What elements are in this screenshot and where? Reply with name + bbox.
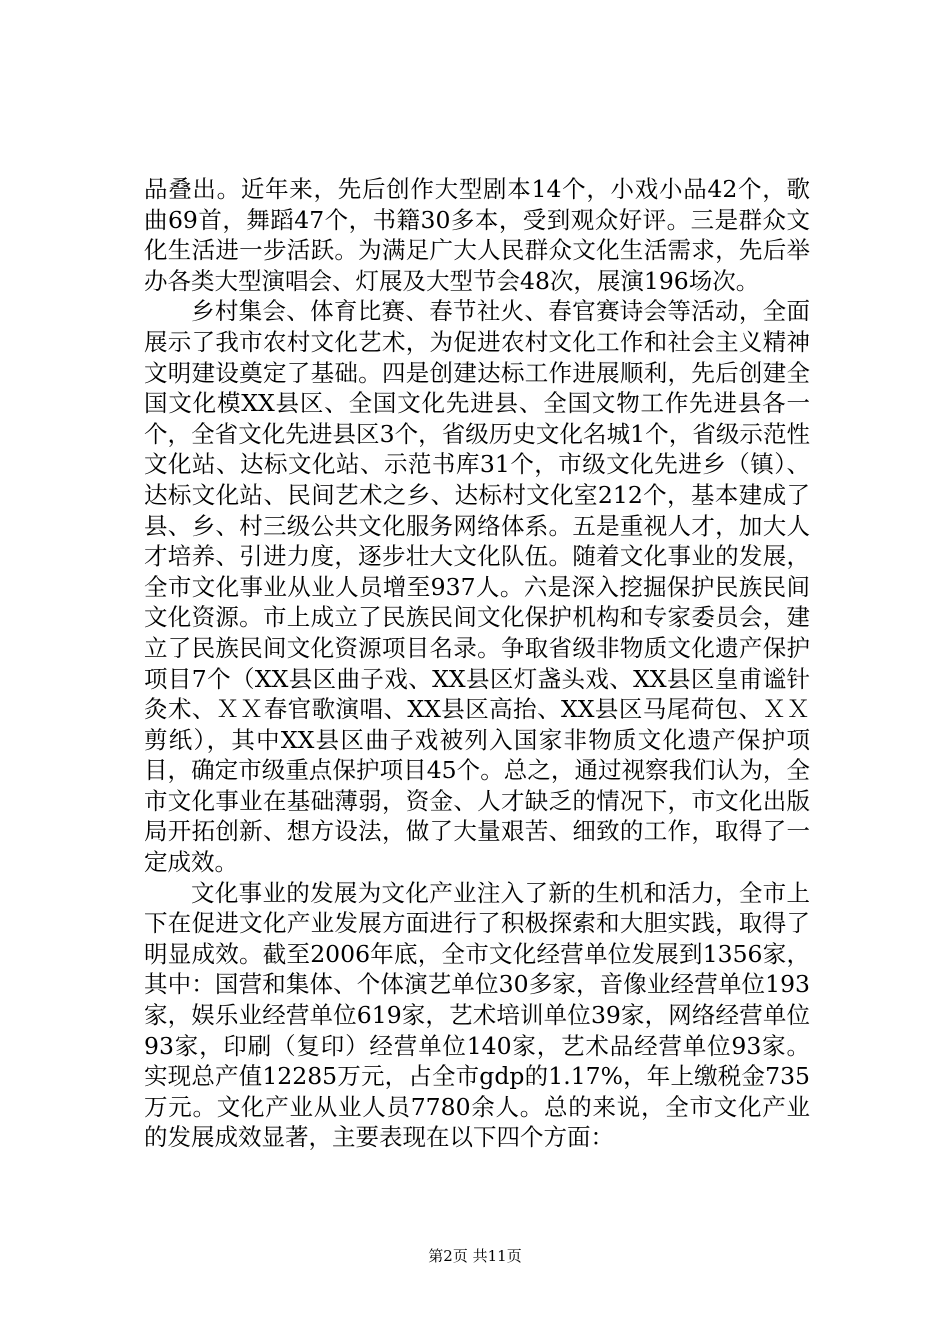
paragraph-3: 文化事业的发展为文化产业注入了新的生机和活力，全市上下在促进文化产业发展方面进行了积极探索和大胆实践，取得了明显成效。截至2006年底，全市文化经营单位发展到1356家，其中：国营和集体、个体演艺单位30多家，音像业经营单位193家，娱乐业经营单位619家，艺术培训单位39家，网络经营单位93家，印刷（复印）经营单位140家，艺术品经营单位93家。实现总产值12285万元，占全市gdp的1.17%，年上缴税金735万元。文化产业从业人员7780余人。总的来说，全市文化产业的发展成效显著，主要表现在以下四个方面： <box>144 878 810 1152</box>
paragraph-1: 品叠出。近年来，先后创作大型剧本14个，小戏小品42个，歌曲69首，舞蹈47个，书籍30多本，受到观众好评。三是群众文化生活进一步活跃。为满足广大人民群众文化生活需求，先后举办各类大型演唱会、灯展及大型节会48次，展演196场次。 <box>144 175 810 295</box>
page-footer: 第2页 共11页 <box>428 1247 522 1265</box>
body-text <box>144 174 810 1153</box>
paragraph-2: 乡村集会、体育比赛、春节社火、春官赛诗会等活动，全面展示了我市农村文化艺术，为促进农村文化工作和社会主义精神文明建设奠定了基础。四是创建达标工作进展顺利，先后创建全国文化模XX县区、全国文化先进县、全国文物工作先进县各一个，全省文化先进县区3个，省级历史文化名城1个，省级示范性文化站、达标文化站、示范书库31个，市级文化先进乡（镇）、达标文化站、民间艺术之乡、达标村文化室212个，基本建成了县、乡、村三级公共文化服务网络体系。五是重视人才，加大人才培养、引进力度，逐步壮大文化队伍。随着文化事业的发展，全市文化事业从业人员增至937人。六是深入挖掘保护民族民间文化资源。市上成立了民族民间文化保护机构和专家委员会，建立了民族民间文化资源项目名录。争取省级非物质文化遗产保护项目7个（XX县区曲子戏、XX县区灯盏头戏、XX县区皇甫谧针灸术、ＸＸ春官歌演唱、XX县区高抬、XX县区马尾荷包、ＸＸ剪纸），其中XX县区曲子戏被列入国家非物质文化遗产保护项目，确定市级重点保护项目45个。总之，通过视察我们认为，全市文化事业在基础薄弱，资金、人才缺乏的情况下，市文化出版局开拓创新、想方设法，做了大量艰苦、细致的工作，取得了一定成效。 <box>144 297 810 877</box>
